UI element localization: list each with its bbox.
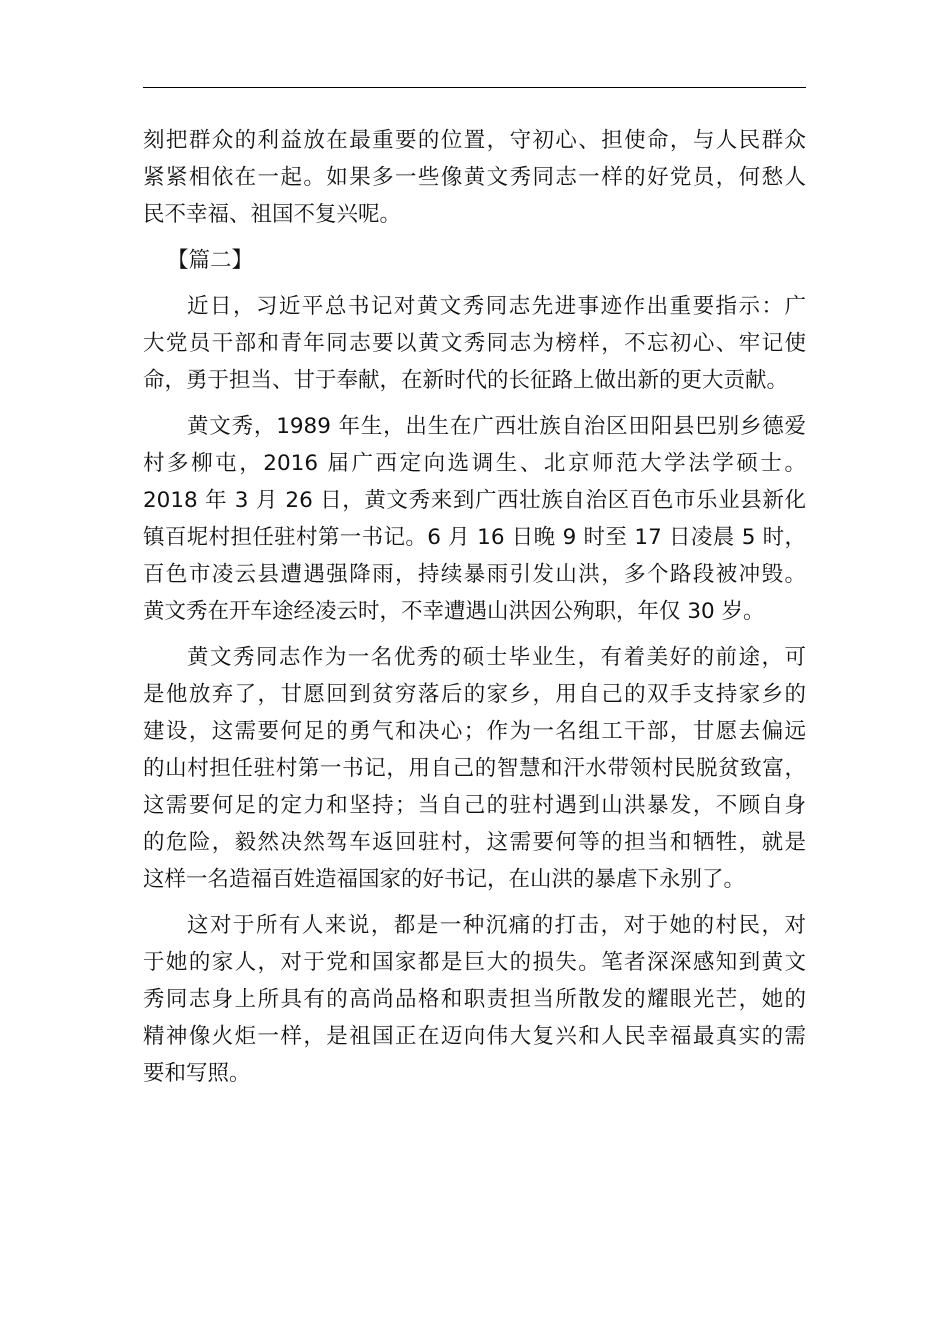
text-line: 建设，这需要何足的勇气和决心；作为一名组工干部，甘愿去偏远 bbox=[143, 719, 806, 744]
paragraph-sacrifice bbox=[143, 639, 806, 898]
text-line: 镇百坭村担任驻村第一书记。6 月 16 日晚 9 时至 17 日凌晨 5 时， bbox=[143, 525, 806, 550]
text-line: 刻把群众的利益放在最重要的位置，守初心、担使命，与人民群众 bbox=[143, 128, 806, 153]
paragraph-reflection bbox=[143, 907, 806, 1092]
text-line: 民不幸福、祖国不复兴呢。 bbox=[143, 202, 402, 227]
text-line: 近日，习近平总书记对黄文秀同志先进事迹作出重要指示：广 bbox=[187, 294, 806, 319]
text-line: 命，勇于担当、甘于奉献，在新时代的长征路上做出新的更大贡献。 bbox=[143, 368, 789, 393]
text-line: 黄文秀在开车途经凌云时，不幸遭遇山洪因公殉职，年仅 30 岁。 bbox=[143, 599, 765, 624]
text-line: 紧紧相依在一起。如果多一些像黄文秀同志一样的好党员，何愁人 bbox=[143, 165, 806, 190]
header-rule bbox=[143, 87, 806, 88]
text-line: 是他放弃了，甘愿回到贫穷落后的家乡，用自己的双手支持家乡的 bbox=[143, 682, 806, 707]
paragraph-continued bbox=[143, 122, 806, 233]
text-line: 这对于所有人来说，都是一种沉痛的打击，对于她的村民，对 bbox=[187, 913, 806, 938]
text-line: 黄文秀，1989 年生，出生在广西壮族自治区田阳县巴别乡德爱 bbox=[187, 414, 806, 439]
text-line: 百色市凌云县遭遇强降雨，持续暴雨引发山洪，多个路段被冲毁。 bbox=[143, 562, 806, 587]
paragraph-biography bbox=[143, 408, 806, 630]
text-line: 精神像火炬一样，是祖国正在迈向伟大复兴和人民幸福最真实的需 bbox=[143, 1024, 806, 1049]
section-heading bbox=[143, 242, 806, 279]
document-body bbox=[143, 122, 806, 1092]
paragraph-instruction bbox=[143, 288, 806, 399]
section-heading-text: 【篇二】 bbox=[167, 248, 254, 273]
text-line: 这需要何足的定力和坚持；当自己的驻村遇到山洪暴发，不顾自身 bbox=[143, 793, 806, 818]
text-line: 于她的家人，对于党和国家都是巨大的损失。笔者深深感知到黄文 bbox=[143, 950, 806, 975]
text-line: 村多柳屯，2016 届广西定向选调生、北京师范大学法学硕士。 bbox=[143, 451, 806, 476]
text-line: 的山村担任驻村第一书记，用自己的智慧和汗水带领村民脱贫致富， bbox=[143, 756, 806, 781]
text-line: 大党员干部和青年同志要以黄文秀同志为榜样，不忘初心、牢记使 bbox=[143, 331, 806, 356]
text-line: 秀同志身上所具有的高尚品格和职责担当所散发的耀眼光芒，她的 bbox=[143, 987, 806, 1012]
text-line: 2018 年 3 月 26 日，黄文秀来到广西壮族自治区百色市乐业县新化 bbox=[143, 488, 806, 513]
text-line: 要和写照。 bbox=[143, 1061, 251, 1086]
text-line: 的危险，毅然决然驾车返回驻村，这需要何等的担当和牺牲，就是 bbox=[143, 830, 806, 855]
text-line: 这样一名造福百姓造福国家的好书记，在山洪的暴虐下永别了。 bbox=[143, 867, 746, 892]
text-line: 黄文秀同志作为一名优秀的硕士毕业生，有着美好的前途，可 bbox=[187, 645, 806, 670]
